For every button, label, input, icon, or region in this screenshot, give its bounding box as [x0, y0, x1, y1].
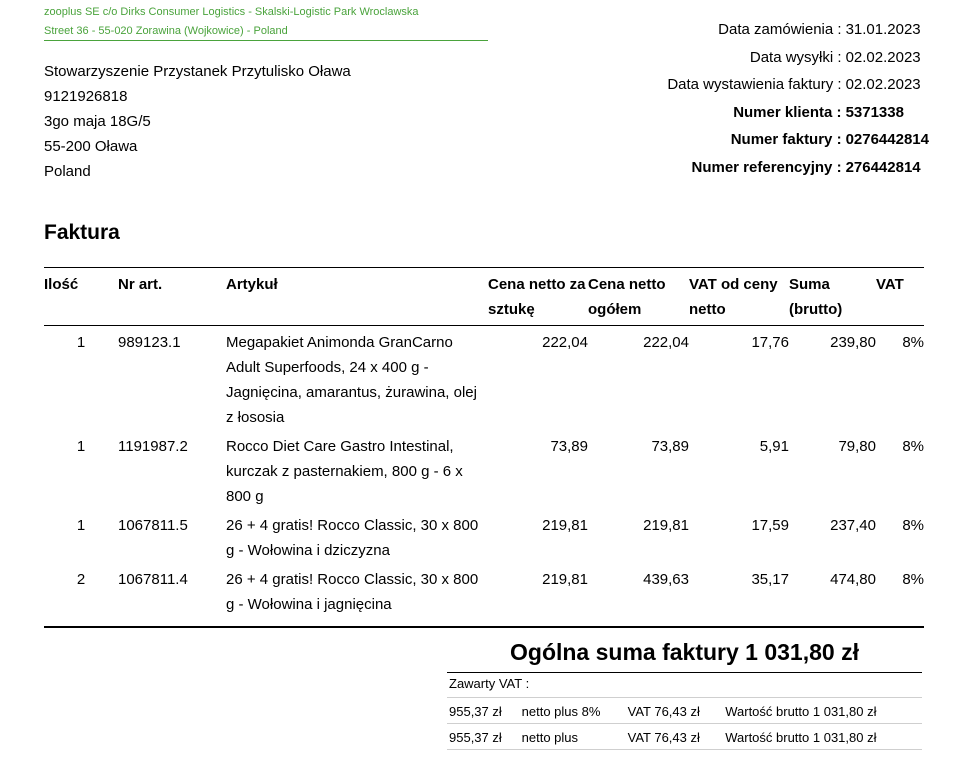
meta-label: Data wystawienia faktury :	[667, 76, 842, 94]
cell-qty: 1	[76, 334, 86, 351]
meta-value: 02.02.2023	[845, 76, 921, 94]
invoice-meta	[667, 16, 929, 181]
recipient-name: Stowarzyszenie Przystanek Przytulisko Oława	[44, 63, 351, 80]
sender-divider	[44, 40, 488, 41]
items-table	[44, 267, 924, 621]
cell-vat-amount: 17,76	[751, 334, 789, 351]
header-vat-rate: VAT	[876, 268, 924, 326]
sender-line-2: Street 36 - 55-020 Zorawina (Wojkowice) - Poland	[44, 25, 288, 37]
vat-desc: netto plus 8%	[520, 698, 626, 724]
cell-vat-amount: 5,91	[759, 438, 789, 455]
header-unit-net: Cena netto za sztukę	[488, 268, 588, 326]
cell-sum-gross: 474,80	[830, 571, 876, 588]
table-bottom-rule	[44, 626, 924, 628]
vat-summary-heading: Zawarty VAT :	[449, 676, 530, 691]
vat-gross: Wartość brutto 1 031,80 zł	[723, 698, 922, 724]
cell-vat-rate: 8%	[902, 438, 924, 455]
sender-line-1: zooplus SE c/o Dirks Consumer Logistics - Skalski-Logistic Park Wroclawska	[44, 6, 419, 18]
cell-art-no: 1191987.2	[118, 438, 188, 455]
cell-art-no: 989123.1	[118, 334, 181, 351]
invoice-title: Faktura	[44, 221, 120, 244]
cell-unit-net: 73,89	[550, 438, 588, 455]
meta-label: Numer faktury :	[730, 131, 842, 149]
header-qty: Ilość	[44, 268, 118, 326]
recipient-city: 55-200 Oława	[44, 138, 138, 155]
cell-sum-gross: 237,40	[830, 517, 876, 534]
cell-article: 26 + 4 gratis! Rocco Classic, 30 x 800 g - Wołowina i dziczyzna	[226, 517, 479, 559]
vat-summary	[447, 673, 922, 750]
table-row	[44, 513, 924, 567]
meta-customer-number	[667, 99, 929, 127]
cell-qty: 1	[76, 438, 86, 455]
cell-qty: 1	[76, 517, 86, 534]
header-article: Artykuł	[226, 268, 488, 326]
cell-vat-rate: 8%	[902, 517, 924, 534]
table-row	[44, 567, 924, 621]
header-sum-gross: Suma (brutto)	[789, 268, 876, 326]
meta-value: 276442814	[845, 158, 921, 176]
recipient-id: 9121926818	[44, 88, 128, 105]
vat-amount: VAT 76,43 zł	[626, 698, 724, 724]
meta-value: 31.01.2023	[845, 21, 921, 39]
header-total-net: Cena netto ogółem	[588, 268, 689, 326]
cell-art-no: 1067811.5	[118, 517, 188, 534]
cell-unit-net: 219,81	[542, 517, 588, 534]
meta-invoice-number	[667, 126, 929, 154]
meta-label: Data wysyłki :	[749, 48, 842, 66]
recipient-country: Poland	[44, 163, 91, 180]
meta-label: Numer klienta :	[733, 103, 842, 121]
table-row	[44, 434, 924, 513]
vat-summary-row	[447, 724, 922, 750]
cell-vat-rate: 8%	[902, 571, 924, 588]
recipient-street: 3go maja 18G/5	[44, 113, 151, 130]
cell-total-net: 219,81	[643, 517, 689, 534]
meta-reference-number	[667, 154, 929, 182]
cell-article: 26 + 4 gratis! Rocco Classic, 30 x 800 g - Wołowina i jagnięcina	[226, 571, 479, 613]
vat-amount: VAT 76,43 zł	[626, 724, 724, 750]
cell-total-net: 73,89	[651, 438, 689, 455]
cell-unit-net: 219,81	[542, 571, 588, 588]
cell-article: Megapakiet Animonda GranCarno Adult Superfoods, 24 x 400 g - Jagnięcina, amarantus, żurawina, olej z łososia	[226, 334, 477, 426]
meta-value: 0276442814	[845, 131, 929, 149]
cell-total-net: 439,63	[643, 571, 689, 588]
cell-vat-rate: 8%	[902, 334, 924, 351]
sender-address	[44, 3, 488, 41]
meta-invoice-date	[667, 71, 929, 99]
cell-vat-amount: 17,59	[751, 517, 789, 534]
recipient-address	[44, 59, 351, 184]
vat-desc: netto plus	[520, 724, 626, 750]
vat-net: 955,37 zł	[447, 698, 520, 724]
meta-label: Numer referencyjny :	[691, 158, 842, 176]
header-vat-amount: VAT od ceny netto	[689, 268, 789, 326]
cell-qty: 2	[76, 571, 86, 588]
cell-art-no: 1067811.4	[118, 571, 188, 588]
vat-gross: Wartość brutto 1 031,80 zł	[723, 724, 922, 750]
meta-label: Data zamówienia :	[718, 21, 842, 39]
cell-article: Rocco Diet Care Gastro Intestinal, kurczak z pasternakiem, 800 g - 6 x 800 g	[226, 438, 463, 505]
cell-sum-gross: 239,80	[830, 334, 876, 351]
meta-shipping-date	[667, 44, 929, 72]
meta-value: 5371338	[845, 103, 904, 121]
table-row	[44, 326, 924, 435]
grand-total: Ogólna suma faktury 1 031,80 zł	[447, 637, 922, 673]
cell-sum-gross: 79,80	[838, 438, 876, 455]
vat-net: 955,37 zł	[447, 724, 520, 750]
cell-vat-amount: 35,17	[751, 571, 789, 588]
cell-unit-net: 222,04	[542, 334, 588, 351]
totals-section	[447, 637, 922, 750]
meta-value: 02.02.2023	[845, 48, 921, 66]
meta-order-date	[667, 16, 929, 44]
table-header-row	[44, 268, 924, 326]
header-art-no: Nr art.	[118, 268, 226, 326]
vat-summary-row	[447, 698, 922, 724]
cell-total-net: 222,04	[643, 334, 689, 351]
